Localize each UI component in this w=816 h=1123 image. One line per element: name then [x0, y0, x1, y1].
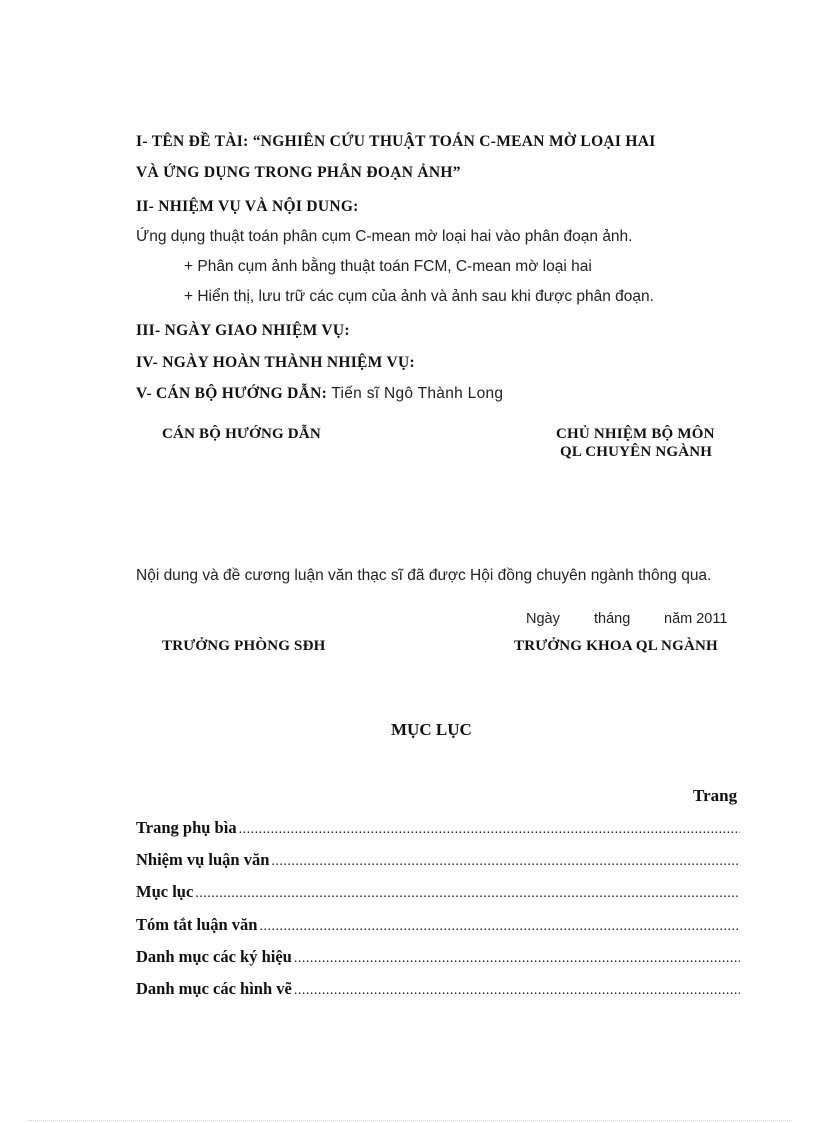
tasks-item: + Hiển thị, lưu trữ các cụm của ảnh và ảnh sau khi được phân đoạn.	[184, 288, 654, 305]
toc-leader-dots	[195, 886, 740, 902]
signature-graduate-office: TRƯỞNG PHÒNG SĐH	[162, 638, 326, 654]
tasks-item: + Phân cụm ảnh bằng thuật toán FCM, C-mean mờ loại hai	[184, 258, 592, 275]
toc-row[interactable]	[136, 979, 740, 1001]
assign-date-heading: III- NGÀY GIAO NHIỆM VỤ:	[136, 322, 350, 339]
date-month: tháng	[594, 611, 631, 627]
date-year: năm 2011	[664, 611, 728, 627]
toc-row[interactable]	[136, 818, 740, 840]
topic-title-line1: I- TÊN ĐỀ TÀI: “NGHIÊN CỨU THUẬT TOÁN C-MEAN MỜ LOẠI HAI	[136, 133, 656, 150]
toc-item-label: Danh mục các ký hiệu	[136, 947, 292, 966]
advisor-name: Tiến sĩ Ngô Thành Long	[331, 385, 504, 402]
toc-item-label: Tóm tắt luận văn	[136, 915, 258, 934]
advisor-line	[136, 385, 503, 403]
signature-head-line1: CHỦ NHIỆM BỘ MÔN	[556, 426, 715, 442]
toc-page-header: Trang	[693, 786, 738, 805]
approval-text: Nội dung và đề cương luận văn thạc sĩ đã được Hội đồng chuyên ngành thông qua.	[136, 567, 712, 584]
toc-item-label: Trang phụ bìa	[136, 818, 237, 837]
page-bottom-border	[28, 1120, 792, 1121]
toc-row[interactable]	[136, 915, 740, 937]
signature-advisor: CÁN BỘ HƯỚNG DẪN	[162, 426, 321, 442]
signature-head-line2: QL CHUYÊN NGÀNH	[560, 444, 713, 460]
tasks-heading: II- NHIỆM VỤ VÀ NỘI DUNG:	[136, 198, 359, 215]
toc-title: MỤC LỤC	[391, 720, 472, 739]
toc-leader-dots	[294, 983, 740, 999]
toc-row[interactable]	[136, 882, 740, 904]
toc-row[interactable]	[136, 947, 740, 969]
toc-item-label: Mục lục	[136, 882, 194, 901]
signature-faculty-dean: TRƯỞNG KHOA QL NGÀNH	[514, 638, 718, 654]
date-day: Ngày	[526, 611, 560, 627]
tasks-intro: Ứng dụng thuật toán phân cụm C-mean mờ loại hai vào phân đoạn ảnh.	[136, 228, 633, 245]
toc-leader-dots	[259, 919, 740, 935]
topic-title-line2: VÀ ỨNG DỤNG TRONG PHÂN ĐOẠN ẢNH”	[136, 164, 461, 181]
advisor-label: V- CÁN BỘ HƯỚNG DẪN:	[136, 385, 328, 402]
toc-item-label: Danh mục các hình vẽ	[136, 979, 292, 998]
toc-leader-dots	[239, 822, 740, 838]
toc-item-label: Nhiệm vụ luận văn	[136, 850, 270, 869]
toc-leader-dots	[294, 951, 740, 967]
toc-leader-dots	[271, 854, 740, 870]
complete-date-heading: IV- NGÀY HOÀN THÀNH NHIỆM VỤ:	[136, 354, 415, 371]
toc-row[interactable]	[136, 850, 740, 872]
